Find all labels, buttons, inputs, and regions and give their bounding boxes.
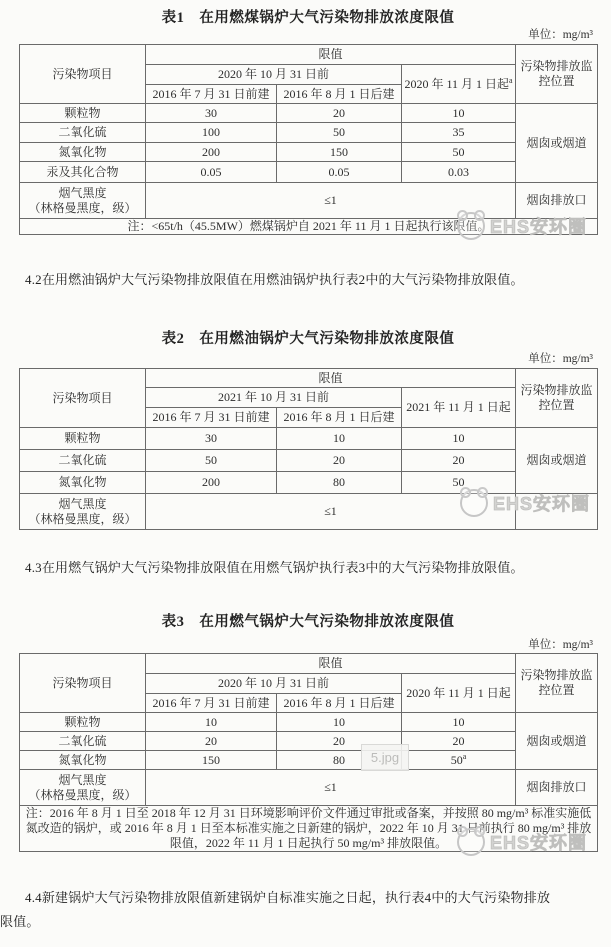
table3-unit-label: 单位：mg/m³ (528, 639, 593, 651)
paragraph-4-4: 4.4新建锅炉大气污染物排放限值新建锅炉自标准实施之日起，执行表4中的大气污染物排放限值。 (0, 890, 551, 929)
limit-value-cell: 20 (277, 732, 402, 751)
limit-value-cell: 150 (277, 143, 402, 162)
limit-value-cell: 10 (402, 428, 516, 450)
limit-value-text: 50 (450, 752, 463, 767)
table-row (20, 450, 598, 472)
watermark-text: EHS安环圈 (490, 217, 588, 237)
table2-title: 表2 在用燃油锅炉大气污染物排放浓度限值 (161, 331, 455, 347)
limit-value-cell: 50 (402, 143, 516, 162)
built-before-header-cell: 2016 年 7 月 31 日前建 (146, 694, 277, 713)
table3-title: 表3 在用燃气锅炉大气污染物排放浓度限值 (161, 614, 455, 630)
period-from-header-cell (402, 65, 516, 104)
limit-value-cell (402, 751, 516, 770)
pollutant-name-cell (20, 183, 146, 219)
table2-oil-boiler-limits (19, 368, 598, 530)
table-row (20, 143, 598, 162)
built-after-header-cell: 2016 年 8 月 1 日后建 (277, 694, 402, 713)
limit-value-cell: 0.03 (402, 162, 516, 183)
limit-value-cell: 0.05 (277, 162, 402, 183)
limit-value-cell: 10 (402, 104, 516, 123)
smoke-name-line1: 烟气黑度 (58, 496, 107, 511)
table-row (20, 494, 598, 530)
limit-value-cell: 20 (277, 104, 402, 123)
built-before-header-cell: 2016 年 7 月 31 日前建 (146, 85, 277, 104)
limit-value-cell: 30 (146, 428, 277, 450)
table2-unit-label: 单位：mg/m³ (528, 353, 593, 365)
limit-value-cell: 10 (277, 713, 402, 732)
monitor-position-header-cell: 污染物排放监控位置 (516, 654, 598, 713)
pollutant-name-cell: 颗粒物 (20, 713, 146, 732)
table-row (20, 428, 598, 450)
period-from-header-cell: 2020 年 11 月 1 日起 (402, 674, 516, 713)
period-before-header-cell: 2020 年 10 月 31 日前 (146, 674, 402, 694)
limit-header-cell: 限值 (146, 369, 516, 388)
limit-value-cell: 200 (146, 472, 277, 494)
monitor-position-header-cell: 污染物排放监控位置 (516, 45, 598, 104)
table-row (20, 713, 598, 732)
limit-header-cell: 限值 (146, 654, 516, 674)
table1-note: 注：<65t/h（45.5MW）燃煤锅炉自 2021 年 11 月 1 日起执行该限值。 (20, 219, 598, 235)
outlet-position-cell: 烟囱排放口 (516, 770, 598, 806)
limit-value-cell: 10 (146, 713, 277, 732)
paragraph-4-3: 4.3在用燃气锅炉大气污染物排放限值在用燃气锅炉执行表3中的大气污染物排放限值。 (25, 560, 524, 575)
outlet-position-cell-empty (516, 494, 598, 530)
table3-gas-boiler-limits (19, 653, 598, 852)
table-row (20, 104, 598, 123)
table-row (20, 123, 598, 143)
limit-header-cell: 限值 (146, 45, 516, 65)
limit-value-cell: 50 (402, 472, 516, 494)
table1-unit-label: 单位：mg/m³ (528, 29, 593, 41)
table3-note: 注：2016 年 8 月 1 日至 2018 年 12 月 31 日环境影响评价文件通过审批或备案，并按照 80 mg/m³ 标准实施低氮改造的锅炉，或 2016 年 8 月 1 日至本标准实施之日新建的锅炉，2022 年 10 月 31 日前执行 80 mg/m³ 排放限值，2022 年 11 月 1 日起执行 50 mg/m³ 排放限值。 (20, 806, 598, 852)
pollutant-header-cell: 污染物项目 (20, 654, 146, 713)
limit-value-cell: 10 (402, 713, 516, 732)
footnote-marker: a (509, 75, 513, 85)
limit-value-cell: 50 (277, 123, 402, 143)
pollutant-name-cell (20, 494, 146, 530)
smoke-name-line1: 烟气黑度 (58, 185, 107, 200)
pollutant-name-cell: 氮氧化物 (20, 472, 146, 494)
smoke-name-line1: 烟气黑度 (58, 772, 107, 787)
broken-image-placeholder: 5.jpg (361, 744, 409, 771)
table-row (20, 219, 598, 235)
pollutant-name-cell: 二氧化硫 (20, 123, 146, 143)
limit-value-cell: 20 (146, 732, 277, 751)
table-row (20, 806, 598, 852)
pollutant-header-cell: 污染物项目 (20, 45, 146, 104)
period-before-header-cell: 2020 年 10 月 31 日前 (146, 65, 402, 85)
stack-position-cell: 烟囱或烟道 (516, 713, 598, 770)
smoke-limit-value-cell: ≤1 (146, 494, 516, 530)
watermark-text: EHS安环圈 (490, 833, 588, 853)
limit-value-cell: 30 (146, 104, 277, 123)
table-row (20, 183, 598, 219)
built-after-header-cell: 2016 年 8 月 1 日后建 (277, 85, 402, 104)
limit-value-cell: 20 (402, 450, 516, 472)
smoke-name-line2: （林格曼黑度，级） (28, 200, 137, 215)
period-before-header-cell: 2021 年 10 月 31 日前 (146, 388, 402, 408)
limit-value-cell: 150 (146, 751, 277, 770)
built-before-header-cell: 2016 年 7 月 31 日前建 (146, 408, 277, 428)
period-from-header-cell: 2021 年 11 月 1 日起 (402, 388, 516, 428)
built-after-header-cell: 2016 年 8 月 1 日后建 (277, 408, 402, 428)
pollutant-name-cell (20, 770, 146, 806)
monitor-position-header-cell: 污染物排放监控位置 (516, 369, 598, 428)
period-from-text: 2020 年 11 月 1 日起 (404, 76, 509, 91)
smoke-name-line2: （林格曼黑度，级） (28, 787, 137, 802)
table-row (20, 770, 598, 806)
limit-value-cell: 80 (277, 472, 402, 494)
paragraph-4-2: 4.2在用燃油锅炉大气污染物排放限值在用燃油锅炉执行表2中的大气污染物排放限值。 (25, 272, 524, 287)
limit-value-cell: 0.05 (146, 162, 277, 183)
limit-value-cell: 20 (402, 732, 516, 751)
table1-coal-boiler-limits (19, 44, 598, 235)
outlet-position-cell: 烟囱排放口 (516, 183, 598, 219)
smoke-name-line2: （林格曼黑度，级） (28, 511, 137, 526)
limit-value-cell: 50 (146, 450, 277, 472)
watermark-text: EHS安环圈 (493, 494, 591, 514)
pollutant-name-cell: 二氧化硫 (20, 450, 146, 472)
table-row (20, 732, 598, 751)
pollutant-name-cell: 汞及其化合物 (20, 162, 146, 183)
footnote-marker: a (462, 751, 467, 761)
table-row (20, 162, 598, 183)
limit-value-cell: 200 (146, 143, 277, 162)
stack-position-cell: 烟囱或烟道 (516, 104, 598, 183)
pollutant-name-cell: 氮氧化物 (20, 751, 146, 770)
pollutant-name-cell: 二氧化硫 (20, 732, 146, 751)
limit-value-cell: 80 (277, 751, 402, 770)
limit-value-cell: 20 (277, 450, 402, 472)
pollutant-name-cell: 颗粒物 (20, 104, 146, 123)
stack-position-cell: 烟囱或烟道 (516, 428, 598, 494)
table-row (20, 751, 598, 770)
limit-value-cell: 35 (402, 123, 516, 143)
table-row (20, 472, 598, 494)
table1-title: 表1 在用燃煤锅炉大气污染物排放浓度限值 (161, 10, 455, 26)
pollutant-name-cell: 颗粒物 (20, 428, 146, 450)
limit-value-cell: 10 (277, 428, 402, 450)
pollutant-name-cell: 氮氧化物 (20, 143, 146, 162)
smoke-limit-value-cell: ≤1 (146, 770, 516, 806)
smoke-limit-value-cell: ≤1 (146, 183, 516, 219)
limit-value-cell: 100 (146, 123, 277, 143)
pollutant-header-cell: 污染物项目 (20, 369, 146, 428)
